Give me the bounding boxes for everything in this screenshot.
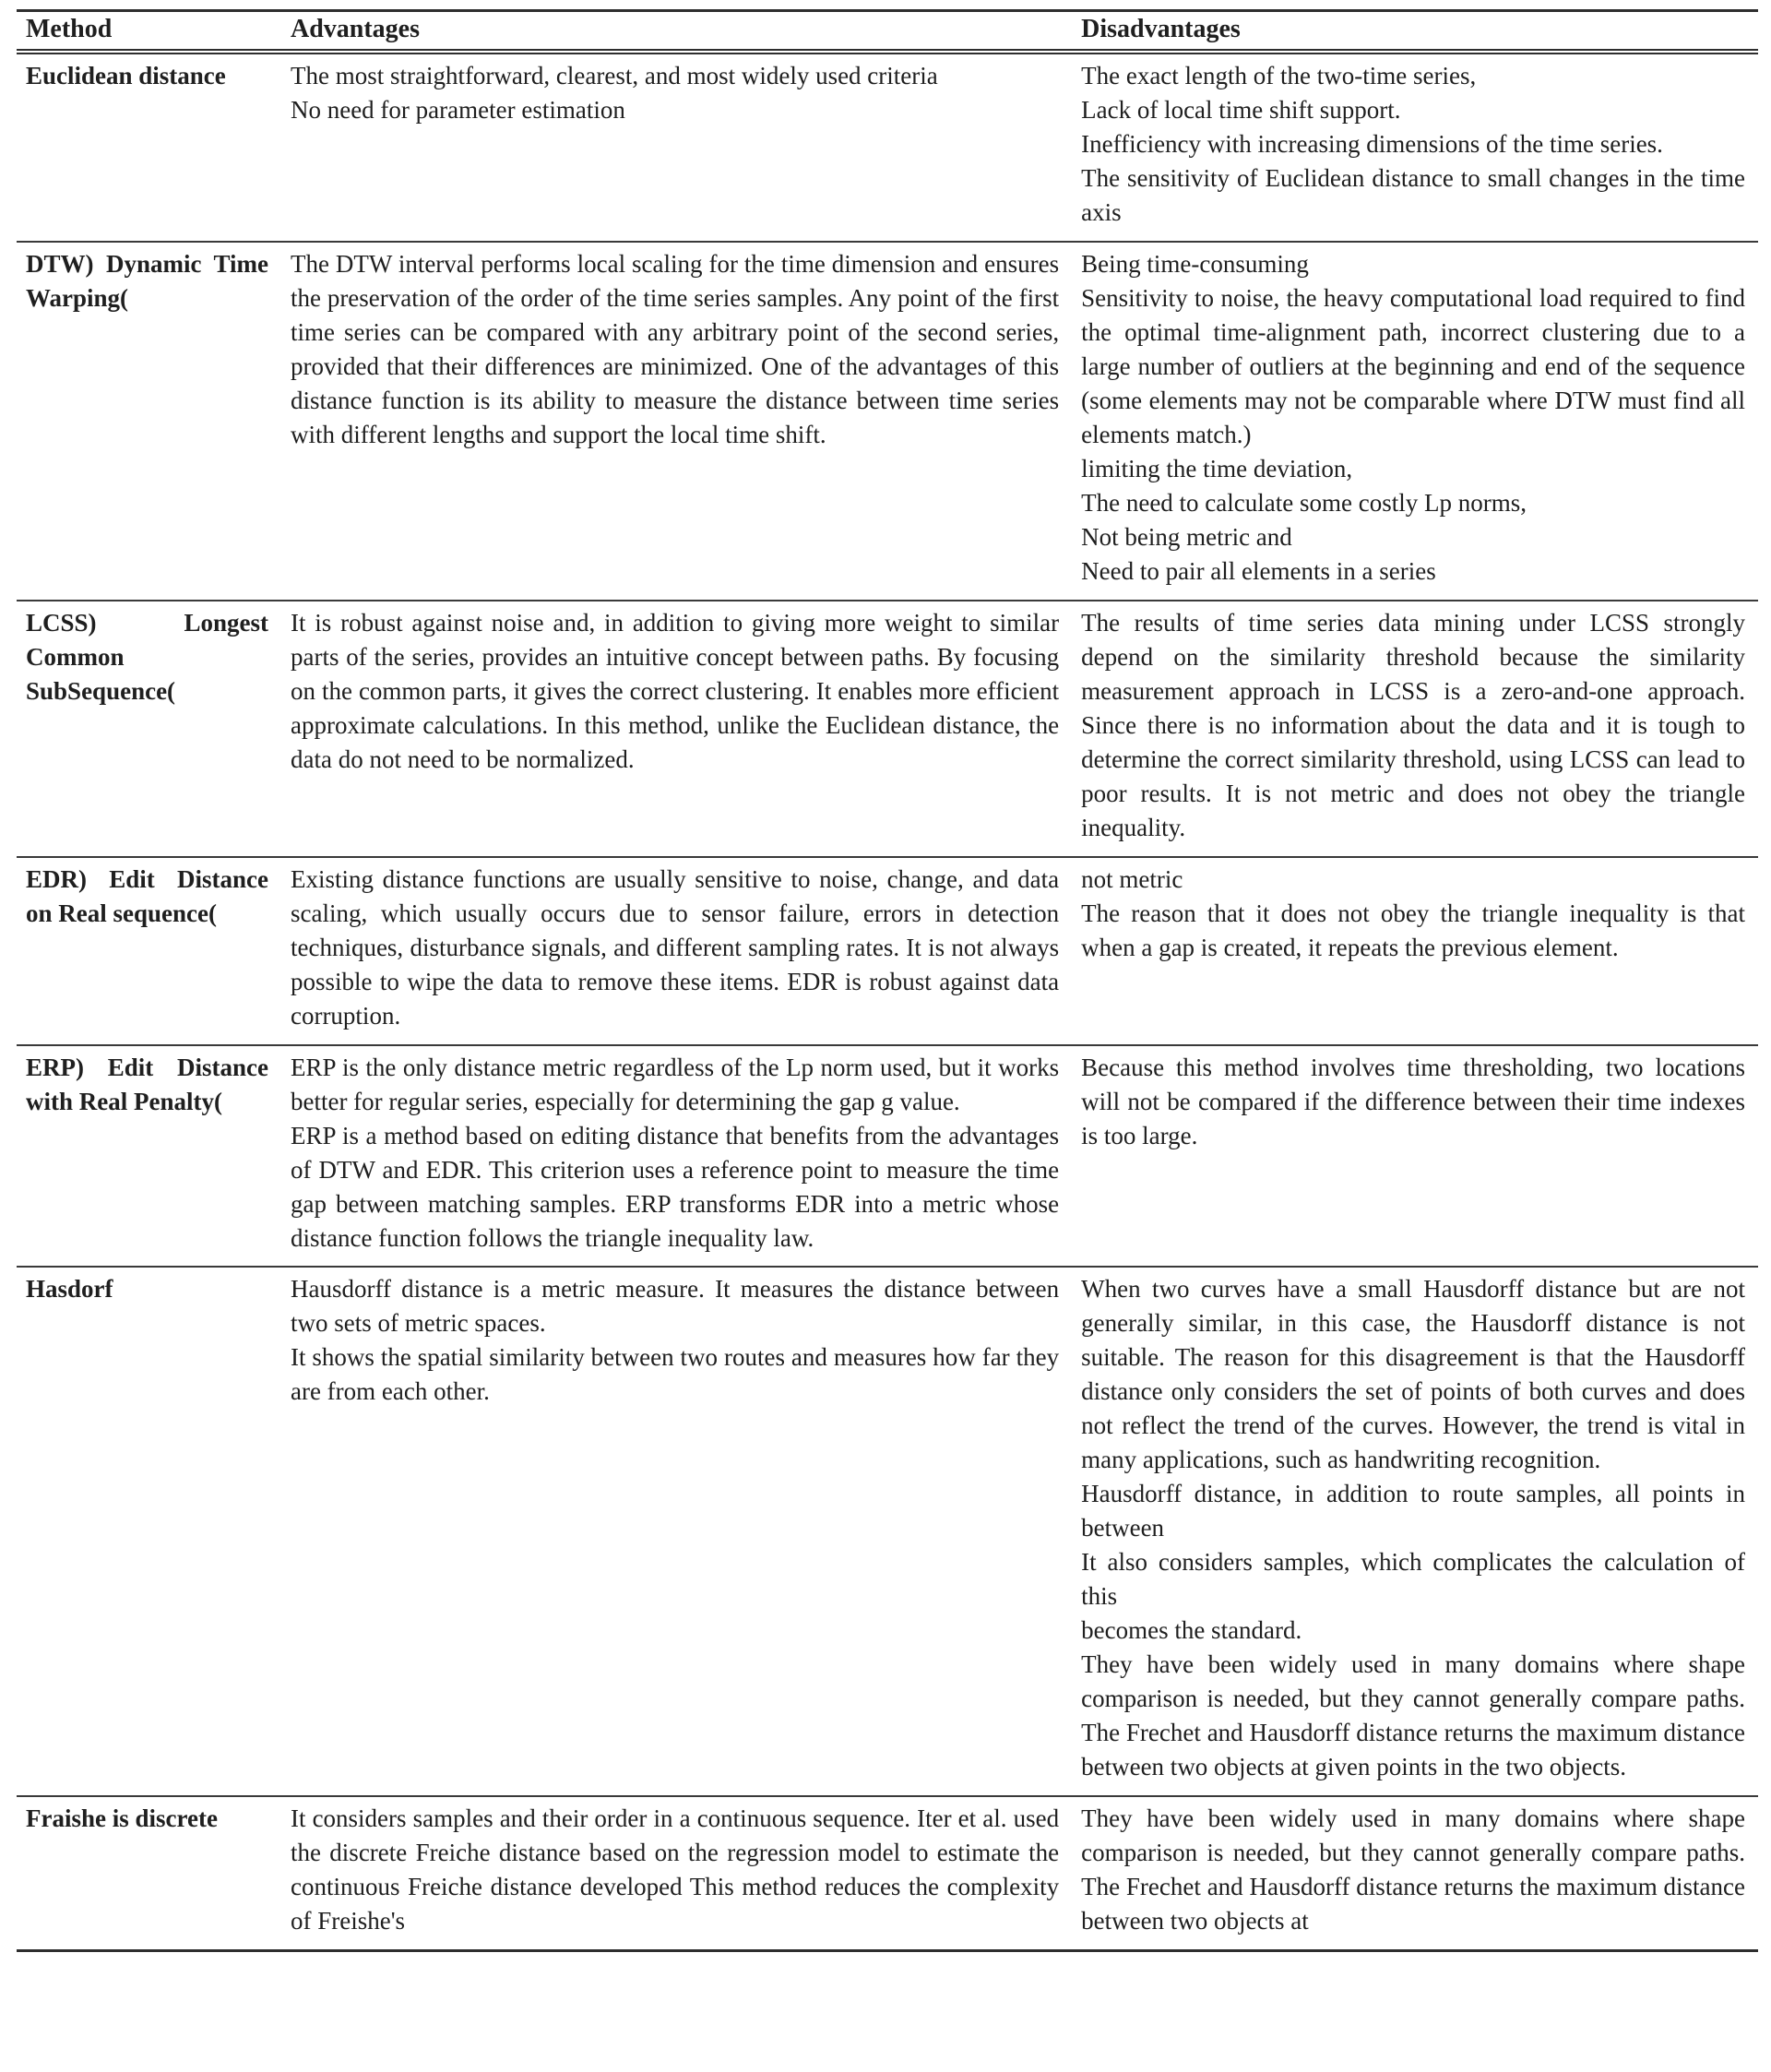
table-row (17, 1267, 1758, 1796)
advantages-cell (281, 242, 1072, 601)
paragraph: No need for parameter estimation (290, 95, 625, 124)
method-cell (17, 242, 281, 601)
method-cell (17, 857, 281, 1045)
paragraph: ERP is a method based on editing distance that benefits from the advantages of DTW and EDR. This criterion uses a reference point to measure the time gap between matching samples. ERP transforms EDR into a metric whose distance function follows the triangle inequality law. (290, 1121, 1060, 1252)
paragraph: The exact length of the two-time series, (1081, 62, 1477, 89)
header-method: Method (17, 11, 281, 53)
paragraph: Hasdorf (26, 1275, 113, 1304)
table-row (17, 1045, 1758, 1268)
paragraph: Euclidean distance (26, 62, 226, 89)
disadvantages-cell (1072, 242, 1758, 601)
disadvantages-cell (1072, 1796, 1758, 1950)
paragraph: The reason that it does not obey the triangle inequality is that when a gap is created, it repeats the previous element. (1081, 899, 1745, 961)
method-cell (17, 1045, 281, 1268)
paragraph: When two curves have a small Hausdorff distance but are not generally similar, in this case, the Hausdorff distance is not suitable. The reason for this disagreement is that the Hausdorff distance only considers the set of points of both curves and does not reflect the trend of the curves. However, the trend is vital in many applications, such as handwriting recognition. (1081, 1275, 1745, 1474)
table-row (17, 242, 1758, 601)
paragraph: The results of time series data mining under LCSS strongly depend on the similarity threshold because the similarity measurement approach in LCSS is a zero-and-one approach. Since there is no information about the data and it is tough to determine the correct similarity threshold, using LCSS can lead to poor results. It is not metric and does not obey the triangle inequality. (1081, 608, 1745, 841)
disadvantages-cell (1072, 52, 1758, 242)
paragraph: Not being metric and (1081, 522, 1292, 551)
paragraph: becomes the standard. (1081, 1616, 1302, 1645)
paragraph: The DTW interval performs local scaling for the time dimension and ensures the preservation of the order of the time series samples. Any point of the first time series can be compared with any arbitrary point of the second series, provided that their differences are minimized. One of the advantages of this distance function is its ability to measure the distance between time series with different lengths and support the local time shift. (290, 249, 1060, 448)
paragraph: The need to calculate some costly Lp norms, (1081, 488, 1527, 517)
paragraph: DTW) Dynamic Time Warping( (26, 249, 268, 312)
paragraph: Fraishe is discrete (26, 1804, 218, 1833)
advantages-cell (281, 1796, 1072, 1950)
table-row (17, 857, 1758, 1045)
paragraph: Hausdorff distance is a metric measure. It measures the distance between two sets of metric spaces. (290, 1275, 1060, 1338)
advantages-cell (281, 52, 1072, 242)
paragraph: Inefficiency with increasing dimensions of the time series. (1081, 129, 1663, 158)
header-row (17, 11, 1758, 53)
paragraph: It shows the spatial similarity between two routes and measures how far they are from each other. (290, 1343, 1060, 1406)
disadvantages-cell (1072, 1267, 1758, 1796)
table-row (17, 1796, 1758, 1950)
paragraph: It considers samples and their order in a continuous sequence. Iter et al. used the discrete Freiche distance based on the regression model to estimate the continuous Freiche distance developed This method reduces the complexity of Freishe's (290, 1804, 1060, 1935)
advantages-cell (281, 601, 1072, 857)
paragraph: The sensitivity of Euclidean distance to small changes in the time axis (1081, 163, 1745, 226)
paragraph: not metric (1081, 864, 1183, 893)
table-row (17, 601, 1758, 857)
paragraph: They have been widely used in many domains where shape comparison is needed, but they cannot generally compare paths. The Frechet and Hausdorff distance returns the maximum distance between two objects at given points in the two objects. (1081, 1650, 1745, 1781)
advantages-cell (281, 1045, 1072, 1268)
advantages-cell (281, 857, 1072, 1045)
paragraph: Existing distance functions are usually sensitive to noise, change, and data scaling, which usually occurs due to sensor failure, errors in detection techniques, disturbance signals, and different sampling rates. It is not always possible to wipe the data to remove these items. EDR is robust against data corruption. (290, 864, 1060, 1030)
paragraph: It also considers samples, which complicates the calculation of this (1081, 1548, 1745, 1611)
paragraph: limiting the time deviation, (1081, 454, 1353, 482)
paragraph: ERP is the only distance metric regardless of the Lp norm used, but it works better for regular series, especially for determining the gap g value. (290, 1053, 1060, 1115)
table-header (17, 11, 1758, 53)
table-row (17, 52, 1758, 242)
method-cell (17, 601, 281, 857)
header-disadvantages: Disadvantages (1072, 11, 1758, 53)
table-body (17, 52, 1758, 1951)
paragraph: Sensitivity to noise, the heavy computational load required to find the optimal time-alignment path, incorrect clustering due to a large number of outliers at the beginning and end of the sequence (some elements may not be comparable where DTW must find all elements match.) (1081, 283, 1745, 448)
disadvantages-cell (1072, 857, 1758, 1045)
paragraph: Need to pair all elements in a series (1081, 556, 1436, 585)
paragraph: LCSS) Longest Common SubSequence( (26, 608, 268, 705)
paragraph: The most straightforward, clearest, and most widely used criteria (290, 62, 938, 89)
method-cell (17, 52, 281, 242)
paragraph: Hausdorff distance, in addition to route samples, all points in between (1081, 1480, 1745, 1542)
disadvantages-cell (1072, 1045, 1758, 1268)
method-cell (17, 1796, 281, 1950)
paragraph: Because this method involves time thresholding, two locations will not be compared if the difference between their time indexes is too large. (1081, 1053, 1745, 1149)
paragraph: EDR) Edit Distance on Real sequence( (26, 864, 268, 927)
method-cell (17, 1267, 281, 1796)
paragraph: They have been widely used in many domains where shape comparison is needed, but they cannot generally compare paths. The Frechet and Hausdorff distance returns the maximum distance between two objects at (1081, 1804, 1745, 1935)
advantages-cell (281, 1267, 1072, 1796)
paragraph: Lack of local time shift support. (1081, 95, 1401, 124)
methods-comparison-table (17, 9, 1758, 1952)
header-advantages: Advantages (281, 11, 1072, 53)
paragraph: ERP) Edit Distance with Real Penalty( (26, 1053, 268, 1115)
disadvantages-cell (1072, 601, 1758, 857)
paragraph: Being time-consuming (1081, 249, 1309, 278)
paragraph: It is robust against noise and, in addition to giving more weight to similar parts of the series, provides an intuitive concept between paths. By focusing on the common parts, it gives the correct clustering. It enables more efficient approximate calculations. In this method, unlike the Euclidean distance, the data do not need to be normalized. (290, 608, 1060, 773)
